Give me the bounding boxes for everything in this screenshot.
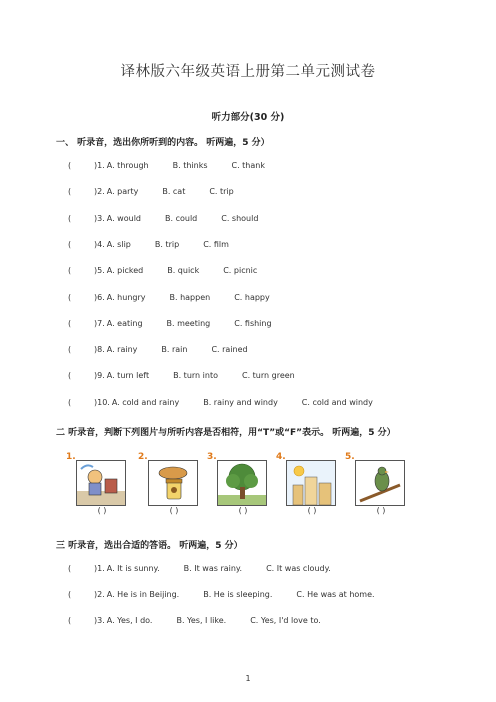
question-row bbox=[68, 590, 375, 599]
picture-5 bbox=[345, 452, 403, 515]
picture-4-frame bbox=[286, 460, 336, 506]
question-number: )1. bbox=[94, 564, 105, 573]
option-b: B. rainy and windy bbox=[203, 397, 278, 407]
question-row bbox=[68, 240, 229, 249]
answer-paren: ( bbox=[68, 187, 72, 197]
option-c: C. Yes, I'd love to. bbox=[250, 616, 321, 625]
question-row bbox=[68, 345, 248, 354]
question-number: )1. bbox=[94, 161, 105, 170]
question-row bbox=[68, 266, 257, 275]
picture-1-frame bbox=[76, 460, 126, 506]
picture-3 bbox=[207, 452, 265, 515]
option-b: B. Yes, I like. bbox=[176, 616, 227, 625]
option-a: A. would bbox=[106, 213, 141, 223]
option-a: A. picked bbox=[106, 266, 144, 276]
answer-paren: ( bbox=[68, 318, 72, 328]
question-number: )9. bbox=[94, 371, 105, 381]
option-a: A. through bbox=[106, 161, 149, 170]
picture-number: 3. bbox=[207, 452, 217, 462]
document-title: 译林版六年级英语上册第二单元测试卷 bbox=[120, 64, 376, 80]
picture-number: 5. bbox=[345, 452, 355, 462]
answer-paren: ( bbox=[68, 213, 72, 223]
picture-5-answer: ( ) bbox=[376, 506, 386, 515]
picture-3-answer: ( ) bbox=[238, 506, 248, 515]
option-c: C. trip bbox=[209, 187, 234, 197]
answer-paren: ( bbox=[68, 161, 72, 170]
picture-2 bbox=[138, 452, 196, 515]
option-a: A. turn left bbox=[106, 371, 150, 381]
option-a: A. rainy bbox=[106, 345, 138, 355]
option-b: B. He is sleeping. bbox=[203, 590, 273, 599]
answer-paren: ( bbox=[68, 266, 72, 276]
picture-number: 1. bbox=[66, 452, 76, 462]
answer-paren: ( bbox=[68, 371, 72, 381]
question-row bbox=[68, 187, 234, 196]
option-b: B. cat bbox=[162, 187, 186, 197]
question-row bbox=[68, 564, 331, 573]
answer-paren: ( bbox=[68, 590, 72, 599]
question-number: )3. bbox=[94, 616, 105, 625]
option-a: A. Yes, I do. bbox=[106, 616, 153, 625]
option-b: B. trip bbox=[154, 239, 180, 249]
picture-number: 4. bbox=[276, 452, 286, 462]
option-b: B. It was rainy. bbox=[183, 564, 243, 573]
section1-heading: 一、 听录音，选出你所听到的内容。 听两遍，5 分） bbox=[56, 138, 270, 148]
section3-heading: 三 听录音，选出合适的答语。 听两遍，5 分） bbox=[56, 541, 243, 551]
option-b: B. turn into bbox=[173, 371, 218, 381]
question-number: )3. bbox=[94, 213, 105, 223]
option-a: A. eating bbox=[106, 318, 143, 328]
listening-part-subtitle: 听力部分(30 分) bbox=[211, 112, 285, 123]
option-b: B. rain bbox=[161, 345, 188, 355]
question-number: )8. bbox=[94, 345, 105, 355]
option-c: C. He was at home. bbox=[296, 590, 375, 599]
question-number: )7. bbox=[94, 318, 105, 328]
picture-4 bbox=[276, 452, 334, 515]
page-number: 1 bbox=[245, 674, 251, 683]
picture-5-frame bbox=[355, 460, 405, 506]
picture-row bbox=[66, 452, 412, 516]
question-number: )10. bbox=[94, 397, 110, 407]
picture-1-answer: ( ) bbox=[97, 506, 107, 515]
question-number: )2. bbox=[94, 590, 105, 599]
option-c: C. cold and windy bbox=[301, 397, 373, 407]
picture-2-answer: ( ) bbox=[169, 506, 179, 515]
question-row bbox=[68, 293, 270, 302]
answer-paren: ( bbox=[68, 397, 72, 407]
question-row bbox=[68, 214, 258, 223]
option-a: A. It is sunny. bbox=[106, 564, 160, 573]
question-row bbox=[68, 319, 272, 328]
option-a: A. He is in Beijing. bbox=[106, 590, 180, 599]
question-number: )2. bbox=[94, 187, 105, 197]
answer-paren: ( bbox=[68, 616, 72, 625]
option-c: C. fishing bbox=[234, 318, 272, 328]
answer-paren: ( bbox=[68, 345, 72, 355]
option-c: C. turn green bbox=[241, 371, 295, 381]
question-number: )4. bbox=[94, 239, 105, 249]
option-b: B. happen bbox=[169, 292, 211, 302]
option-a: A. party bbox=[106, 187, 139, 197]
option-c: C. thank bbox=[231, 161, 265, 170]
option-b: B. could bbox=[165, 213, 198, 223]
picture-3-frame bbox=[217, 460, 267, 506]
option-c: C. film bbox=[203, 239, 229, 249]
picture-2-frame bbox=[148, 460, 198, 506]
option-c: C. picnic bbox=[223, 266, 258, 276]
question-row bbox=[68, 161, 265, 170]
section2-heading: 二 听录音，判断下列图片与所听内容是否相符，用“T”或“F”表示。 听两遍，5 分） bbox=[56, 428, 396, 438]
question-number: )5. bbox=[94, 266, 105, 276]
option-a: A. cold and rainy bbox=[111, 397, 180, 407]
answer-paren: ( bbox=[68, 292, 72, 302]
option-a: A. hungry bbox=[106, 292, 146, 302]
answer-paren: ( bbox=[68, 239, 72, 249]
option-b: B. meeting bbox=[166, 318, 211, 328]
option-c: C. happy bbox=[234, 292, 270, 302]
option-b: B. thinks bbox=[172, 161, 208, 170]
question-row bbox=[68, 371, 295, 380]
question-number: )6. bbox=[94, 292, 105, 302]
option-c: C. It was cloudy. bbox=[266, 564, 331, 573]
question-row bbox=[68, 616, 321, 625]
picture-1 bbox=[66, 452, 124, 515]
question-row bbox=[68, 398, 373, 407]
option-c: C. should bbox=[221, 213, 259, 223]
option-c: C. rained bbox=[211, 345, 248, 355]
option-b: B. quick bbox=[167, 266, 200, 276]
option-a: A. slip bbox=[106, 239, 131, 249]
picture-number: 2. bbox=[138, 452, 148, 462]
picture-4-answer: ( ) bbox=[307, 506, 317, 515]
answer-paren: ( bbox=[68, 564, 72, 573]
